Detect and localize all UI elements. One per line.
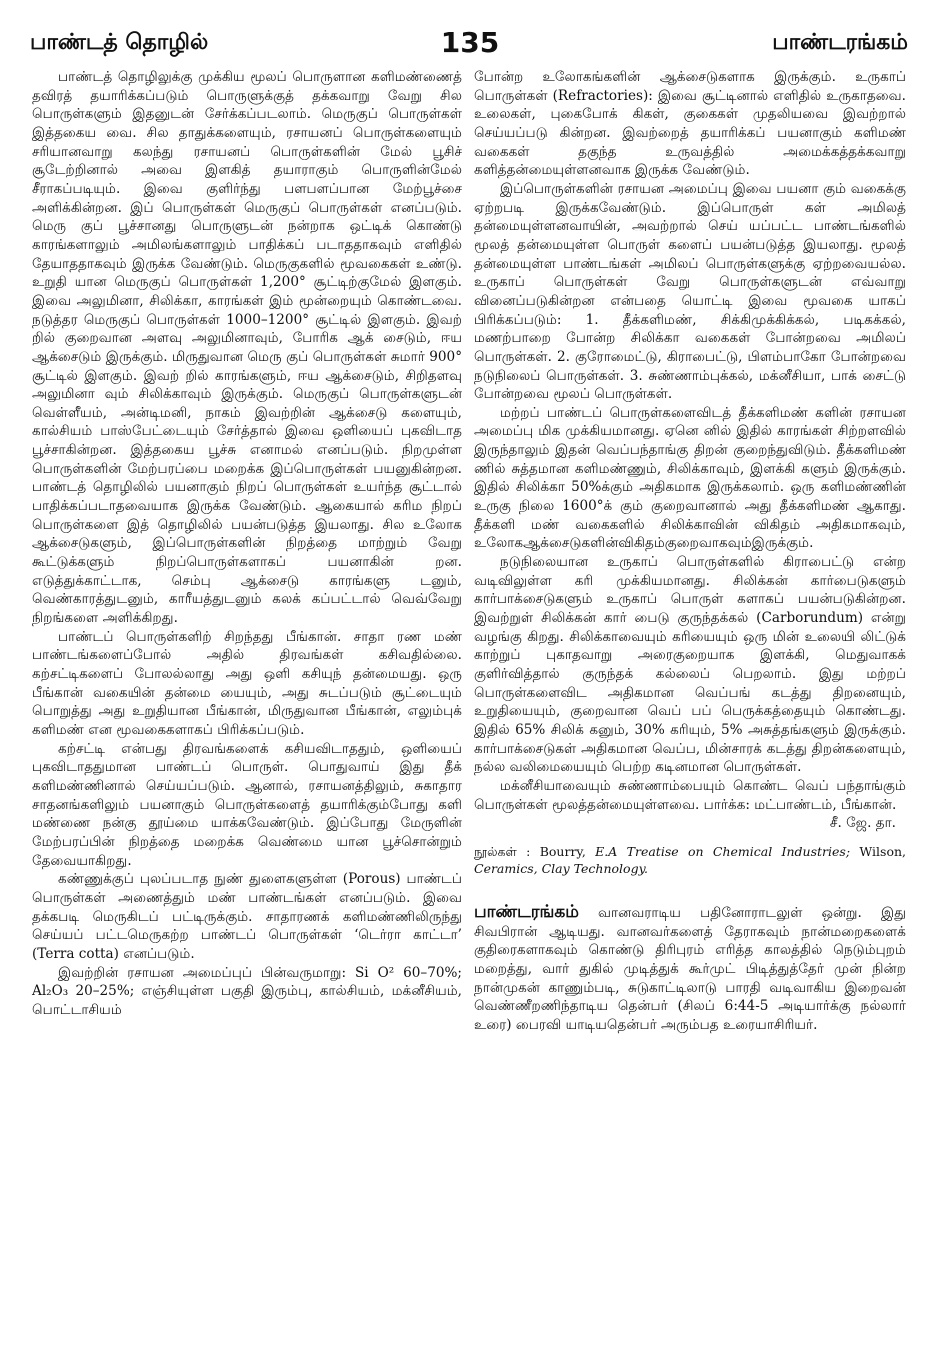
paragraph-refractories: போன்ற உலோகங்களின் ஆக்சைடுகளாக இருக்கும். உருகாப் பொருள்கள் (Refractories): இவை சூட்டினால் எளிதில் உருகாதவை. உலைகள், புகைபோக் கிகள், குகைகள் முதலியவை இவற்றால் செய்யப்படு கின்றன. இவற்றைத் தயாரிக்கப் பயனாகும் களிமண் வகைகள் தகுந்த உருவத்தில் அமைக்கத்தக்கவாறு களித்தன்மையுள்ளனவாக இருக்க வேண்டும்.: [474, 69, 906, 179]
running-header-right: பாண்டரங்கம்: [772, 30, 908, 55]
running-header-left: பாண்டத் தொழில்: [30, 30, 209, 55]
reference-author-2: Wilson,: [859, 843, 906, 859]
reference-author-1: Bourry,: [539, 843, 586, 859]
author-signature: சீ. ஜே. தா.: [829, 815, 896, 832]
paragraph-glazes: பாண்டத் தொழிலுக்கு முக்கிய மூலப் பொருளான களிமண்ணைத் தவிரத் தயாரிக்கப்படும் பொருளுக்குத் தக்கவாறு வேறு சில பொருள்களும் இதனுடன் சேர்க்கப்படலாம். மெருகுப் பொருள்கள் இத்தகைய வை. சில தாதுக்களையும், ரசாயனப் பொருள்களையும் சரியானவாறு கலந்து ரசாயனப் பொருள்களின் மேல் பூசிச் சூடேற்றினால் அவை இளகித் தயாராகும் பொருளின்மேல் சீராகப்படியும். இவை குளிர்ந்து பளபளப்பான மேற்பூச்சை அளிக்கின்றன. இப் பொருள்கள் மெருகுப் பொருள்கள் எனப்படும். மெரு குப் பூச்சானது பொருளுடன் நன்றாக ஒட்டிக் கொண்டு காரங்களாலும் அமிலங்களாலும் பாதிக்கப் படாததாகவும் எளிதில் தேயாததாகவும் இருக்க வேண்டும். மெருகுகளில் மூவகைகள் உண்டு. உறுதி யான மெருகுப் பொருள்கள் 1,200° சூட்டிற்குமேல் இளகும். இவை அலுமினா, சிலிக்கா, காரங்கள் இம் மூன்றையும் கொண்டவை. நடுத்தர மெருகுப் பொருள்கள் 1000–1200° சூட்டில் இளகும். இவற் றில் குறைவான அளவு அலுமினாவும், போரிக ஆக் சைடும், ஈய ஆக்சைடும் இருக்கும். மிருதுவான மெரு குப் பொருள்கள் சுமார் 900° சூட்டில் இளகும். இவற் றில் காரங்களும், ஈய ஆக்சைடும், சிறிதளவு அலுமினா வும் சிலிக்காவும் இருக்கும். மெருகுப் பொருள்களுடன் வெள்ளீயம், அன்டிமனி, நாகம் இவற்றின் ஆக்சைடு களையும், கால்சியம் பாஸ்பேட்டையும் சேர்த்தால் இவை ஒளியைப் புகவிடாத பூச்சாகின்றன. இத்தகைய பூச்சு எனாமல் எனப்படும். நிறமுள்ள பொருள்களின் மேற்பரப்பை மறைக்க இப்பொருள்கள் பயனுகின்றன. பாண்டத் தொழிலில் பயனாகும் நிறப் பொருள்கள் உயர்ந்த சூட்டால் பாதிக்கப்படாதவையாக இருக்க வேண்டும். ஆகையால் கரிம நிறப் பொருள்களை இத் தொழிலில் பயன்படுத்த இயலாது. சில உலோக ஆக்சைடுகளும், இப்பொருள்களின் நிறத்தை மாற்றும் வேறு கூட்டுக்களும் நிறப்பொருள்களாகப் பயனாகின் றன. எடுத்துக்காட்டாக, செம்பு ஆக்சைடு காரங்களு டனும், வெண்காரத்துடனும், காரீயத்துடனும் கலக் கப்பட்டால் வெவ்வேறு நிறங்களை அளிக்கிறது.: [32, 69, 462, 627]
paragraph-fireclay: மற்றப் பாண்டப் பொருள்களைவிடத் தீக்களிமண் களின் ரசாயன அமைப்பு மிக முக்கியமானது. ஏனெ னில் இதில் காரங்கள் சிற்றளவில் இருந்தாலும் இதன் வெப்பந்தாங்கு திறன் குறைந்துவிடும். தீக்களிமண் ணில் சுத்தமான களிமண்ணும், சிலிக்காவும், இளக்கி களும் இருக்கும். இதில் சிலிக்கா 50%க்கும் அதிகமாக இருக்கலாம். ஒரு களிமண்ணின் உருகு நிலை 1600°க் கும் குறைவானால் அது தீக்களிமண் ஆகாது. தீக்களி மண் வகைகளில் சிலிக்காவின் விகிதம் அதிகமாகவும், உலோகஆக்சைடுகளின்விகிதம்குறைவாகவும்இருக்கும்.: [474, 404, 906, 552]
paragraph-refractory-types: இப்பொருள்களின் ரசாயன அமைப்பு இவை பயனா கும் வகைக்கு ஏற்றபடி இருக்கவேண்டும். இப்பொருள் கள் அமிலத் தன்மையுள்ளனவாயின், அவற்றால் செய் யப்பட்ட பாண்டங்களில் மூலத் தன்மையுள்ள பொருள் களைப் பயன்படுத்த இயலாது. மூலத் தன்மையுள்ள பாண்டங்கள் அமிலப் பொருள்களுக்கு ஏற்றவையல்ல. உருகாப் பொருள்கள் வேறு பொருள்களுடன் எவ்வாறு வினைப்படுகின்றன என்பதை யொட்டி இவை மூவகை யாகப் பிரிக்கப்படும்: 1. தீக்களிமண், சிக்கிமுக்கிக்கல், படிகக்கல், மணற்பாறை போன்ற சிலிக்கா வகைகள் போன்றவை அமிலப் பொருள்கள். 2. குரோமைட்டு, கிராபைட்டு, பிளம்பாகோ போன்றவை நடுநிலைப் பொருள்கள். 3. சுண்ணாம்புக்கல், மக்னீசியா, பாக் சைட்டு போன்றவை மூலப் பொருள்கள்.: [474, 180, 906, 403]
references-label: நூல்கள் :: [474, 843, 531, 859]
paragraph-stoneware: கற்சட்டி என்பது திரவங்களைக் கசியவிடாததும், ஒளியைப் புகவிடாததுமான பாண்டப் பொருள். பொதுவாய் இது தீக் களிமண்ணினால் செய்யப்படும். ஆனால், ரசாயனத்திலும், சுகாதார சாதனங்களிலும் பயனாகும் பொருள்களைத் தயாரிக்கும்போது களி மண்ணை நன்கு தூய்மை யாக்கவேண்டும். இப்போது மேருளின் மேற்பரப்பின் நிறத்தை மறைக்க வெண்மை யான பூச்சொன்றும் தேவையாகிறது.: [32, 740, 462, 869]
reference-title-2: Ceramics, Clay Technology.: [474, 860, 648, 876]
paragraph-composition: இவற்றின் ரசாயன அமைப்புப் பின்வருமாறு: Si O² 60–70%; Al₂O₃ 20–25%; எஞ்சியுள்ள பகுதி இரும்பு, கால்சியம், மக்னீசியம், பொட்டாசியம்: [32, 964, 462, 1018]
paragraph-carborundum: நடுநிலையான உருகாப் பொருள்களில் கிராபைட்டு என்ற வடிவிலுள்ள கரி முக்கியமானது. சிலிக்கன் கார்பைடுகளும் கார்பாக்சைடுகளும் உருகாப் பொருள் களாகப் பயன்படுகின்றன. இவற்றுள் சிலிக்கன் கார் பைடு குருந்தக்கல் (Carborundum) என்று வழங்கு கிறது. சிலிக்காவையும் கரியையும் ஒரு மின் உலையி லிட்டுக் காற்றுப் புகாதவாறு அரைகுறையாக இளக்கி, மெதுவாகக் குளிர்வித்தால் குருந்தக் கல்லைப் பெறலாம். இது மற்றப் பொருள்களைவிட அதிகமான வெப்பங் கடத்து திறனையும், உறுதியையும், குறைவான வெப் பப் பெருக்கத்தையும் கொண்டது. இதில் 65% சிலிக் கனும், 30% கரியும், 5% அசுத்தங்களும் இருக்கும். கார்பாக்சைடுகள் அதிகமான வெப்ப, மின்சாரக் கடத்து திறன்களையும், நல்ல வலிமையையும் பெற்ற கடினமான பொருள்கள்.: [474, 554, 906, 776]
paragraph-basic-refractories: மக்னீசியாவையும் சுண்ணாம்பையும் கொண்ட வெப் பந்தாங்கும் பொருள்கள் மூலத்தன்மையுள்ளவை. பார்க்க: மட்பாண்டம், பீங்கான்.: [474, 777, 906, 813]
references: [474, 843, 906, 877]
entry-heading: பாண்டரங்கம்: [474, 901, 579, 922]
entry-pandarangam: [474, 903, 906, 1035]
paragraph-porcelain: பாண்டப் பொருள்களிற் சிறந்தது பீங்கான். சாதா ரண மண் பாண்டங்களைப்போல் அதில் திரவங்கள் கசிவதில்லை. கற்சட்டிகளைப் போலல்லாது அது ஒளி கசியுந் தன்மையது. ஒரு பீங்கான் வகையின் தன்மை யையும், அது சுடப்படும் சூட்டையும் பொறுத்து அது உறுதியான பீங்கான், மிருதுவான பீங்கான், எலும்புக் களிமண் என மூவகைகளாகப் பிரிக்கப்படும்.: [32, 628, 462, 738]
left-column: [32, 68, 462, 1019]
entry-text: வானவராடிய பதினோராடலுள் ஒன்று. இது சிவபிரான் ஆடியது. வானவர்களைத் தேராகவும் நான்மறைகளைக் குதிரைகளாகவும் கொண்டு திரிபுரம் எரித்த காலத்தில் நெடும்புறம் மறைத்து, வார் துகில் முடித்துக் கூர்முட் பிடித்துத்தேர் முன் நின்ற நான்முகன் காணும்படி, சுடுகாட்டிலாடு பாரதி வடிவாகிய இறைவன் வெண்ணீறணிந்தாடிய தென்பர் (சிலப் 6:44-5 அடியார்க்கு நல்லார் உரை) பைரவி யாடியதென்பர் அரும்பத உரையாசிரியர்.: [474, 904, 906, 1033]
paragraph-earthenware: கண்ணுக்குப் புலப்படாத நுண் துளைகளுள்ள (Porous) பாண்டப் பொருள்கள் அணைத்தும் மண் பாண்டங்கள் எனப்படும். இவை தக்கபடி மெருகிடப் பட்டிருக்கும். சாதாரணக் களிமண்ணிலிருந்து செய்யப் பட்டமெருகற்ற பாண்டப் பொருள்கள் ‘டெர்ரா காட்டா’ (Terra cotta) எனப்படும்.: [32, 871, 462, 962]
page-number: 135: [440, 26, 500, 59]
right-column: [474, 68, 906, 1035]
reference-title-1: E.A Treatise on Chemical Industries;: [595, 843, 851, 859]
